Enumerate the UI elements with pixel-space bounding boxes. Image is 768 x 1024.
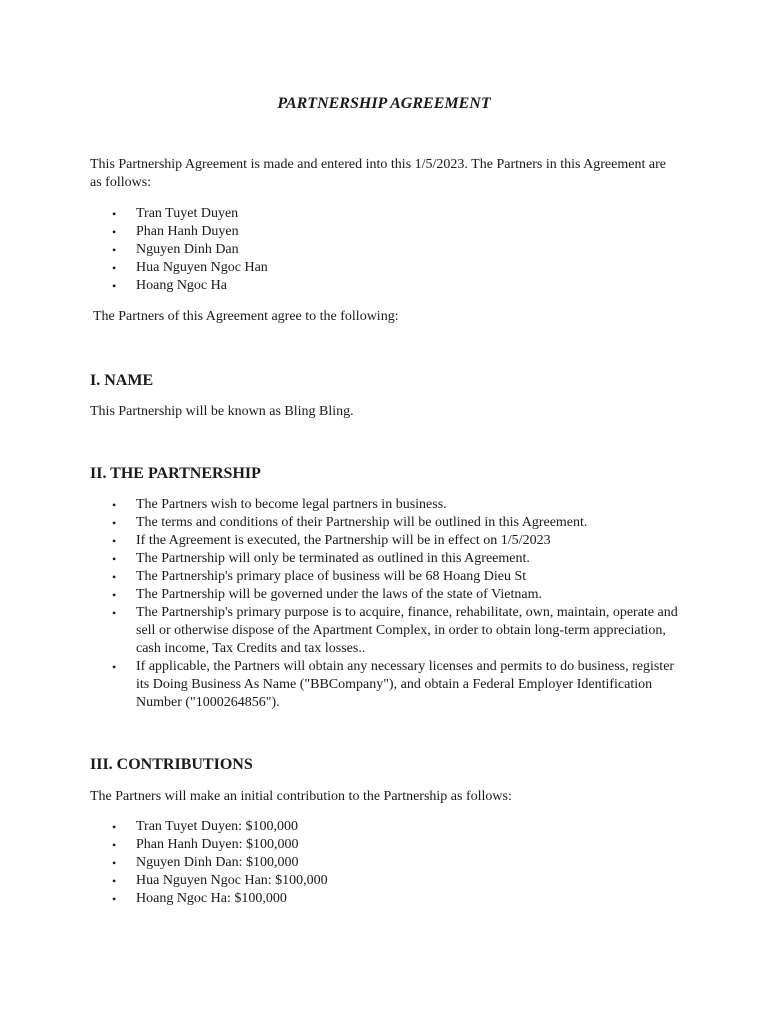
list-item: • Nguyen Dinh Dan [90,241,686,259]
list-item: • The Partnership will only be terminated as outlined in this Agreement. [90,550,686,568]
section-heading-name: I. NAME [90,372,154,389]
intro-paragraph: This Partnership Agreement is made and entered into this 1/5/2023. The Partners in this Agreement are as follows: [90,157,666,190]
section-heading-partnership: II. THE PARTNERSHIP [90,465,261,482]
list-item: • Phan Hanh Duyen: $100,000 [90,836,686,854]
partnership-terms-list [90,496,686,712]
list-item: • The Partnership's primary place of business will be 68 Hoang Dieu St [90,568,686,586]
list-item: • The Partnership will be governed under the laws of the state of Vietnam. [90,586,686,604]
section-name-text: This Partnership will be known as Bling Bling. [90,404,354,419]
document-title: PARTNERSHIP AGREEMENT [277,95,491,112]
contributions-list [90,818,686,908]
list-item: • Tran Tuyet Duyen: $100,000 [90,818,686,836]
list-item: • Phan Hanh Duyen [90,223,686,241]
list-item: • The Partners wish to become legal partners in business. [90,496,686,514]
list-item: • Hoang Ngoc Ha [90,277,686,295]
partners-list [90,205,686,295]
list-item: • The terms and conditions of their Partnership will be outlined in this Agreement. [90,514,686,532]
list-item: • Hua Nguyen Ngoc Han: $100,000 [90,872,686,890]
agree-paragraph: The Partners of this Agreement agree to the following: [93,309,399,324]
section-heading-contributions: III. CONTRIBUTIONS [90,756,253,773]
list-item: • If the Agreement is executed, the Partnership will be in effect on 1/5/2023 [90,532,686,550]
list-item: • Tran Tuyet Duyen [90,205,686,223]
list-item: • If applicable, the Partners will obtain any necessary licenses and permits to do business, register its Doing Business As Name ("BBCompany"), and obtain a Federal Employer Identification Number ("1000264856"). [90,658,686,712]
section-contributions-text: The Partners will make an initial contribution to the Partnership as follows: [90,789,512,804]
list-item: • Nguyen Dinh Dan: $100,000 [90,854,686,872]
list-item: • Hua Nguyen Ngoc Han [90,259,686,277]
list-item: • Hoang Ngoc Ha: $100,000 [90,890,686,908]
list-item: • The Partnership's primary purpose is to acquire, finance, rehabilitate, own, maintain, operate and sell or otherwise dispose of the Apartment Complex, in order to obtain long-term appreciation, cash income, Tax Credits and tax losses.. [90,604,686,658]
